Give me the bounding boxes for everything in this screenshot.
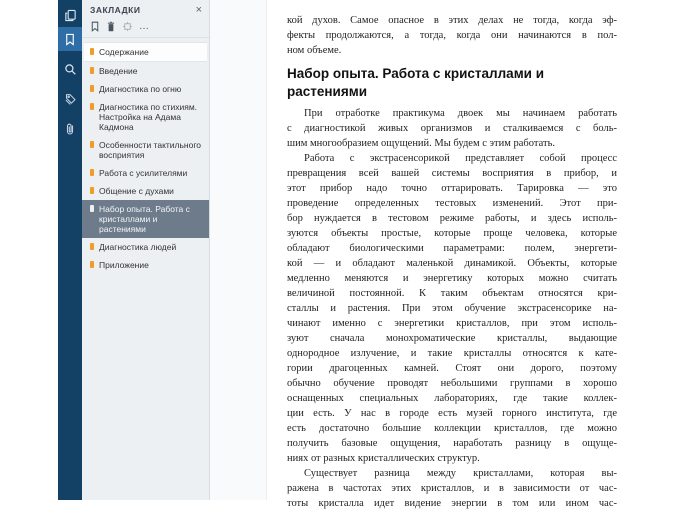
- delete-bookmark-icon[interactable]: [106, 21, 116, 32]
- bookmark-marker-icon: [90, 141, 94, 148]
- text-line: обладают биологическими параметрами: полем, энергети-: [287, 243, 617, 254]
- text-line: однородное излучение, и такие кристаллы относятся к кате-: [287, 348, 617, 359]
- text-line: При отработке практикума двоек мы начинаем работать: [304, 108, 617, 119]
- page-thumbnails-icon: [64, 9, 77, 22]
- text-line: Существует разница между кристаллами, которая вы-: [304, 468, 617, 479]
- text-line: ном объеме.: [287, 45, 342, 56]
- bookmarks-panel: [82, 0, 210, 500]
- options-icon[interactable]: [122, 21, 133, 32]
- text-line: получить базовые ощущения, наработать разницу в ощуще-: [287, 438, 617, 449]
- left-gutter: [0, 0, 58, 500]
- bookmark-marker-icon: [90, 187, 94, 194]
- text-line: сталлы и растения. При этом обучение экстрасенсорике на-: [287, 303, 617, 314]
- bookmark-marker-icon: [90, 103, 94, 110]
- text-line: фекты продолжаются, а тогда, когда они начинаются в пол-: [287, 30, 617, 41]
- bookmarks-button[interactable]: [58, 27, 82, 51]
- bookmark-marker-icon: [90, 261, 94, 268]
- text-line: кой духов. Самое опасное в этих делах не тогда, когда эф-: [287, 15, 617, 26]
- bookmarks-toolbar: [82, 17, 209, 38]
- bookmark-item[interactable]: [82, 62, 209, 80]
- bookmark-item-label: Диагностика по огню: [99, 84, 182, 94]
- section-heading: Набор опыта. Работа с кристаллами и растениями: [287, 66, 545, 99]
- bookmark-marker-icon: [90, 169, 94, 176]
- text-line: оснащенных специальных лабораториях, где такие коллек-: [287, 393, 617, 404]
- document-page: [267, 0, 700, 509]
- text-line: бор нуждается в тестовом режиме работы, и здесь исполь-: [287, 213, 617, 224]
- bookmark-item-label: Диагностика по стихиям. Настройка на Адама Кадмона: [99, 102, 198, 132]
- document-background: [210, 0, 267, 500]
- text-line: медленно меняются и энергетику которых можно считать: [287, 273, 617, 284]
- more-icon[interactable]: …: [139, 20, 150, 32]
- bookmark-marker-icon: [90, 48, 94, 55]
- bookmark-item[interactable]: [82, 98, 209, 136]
- text-line: этот прибор надо точно оттарировать. Тарировка — это: [287, 183, 617, 194]
- close-icon[interactable]: ×: [195, 4, 202, 16]
- bookmark-item-label: Содержание: [99, 47, 149, 57]
- bookmark-item[interactable]: [82, 182, 209, 200]
- bookmark-item[interactable]: [82, 238, 209, 256]
- tags-button[interactable]: [58, 87, 82, 111]
- bookmark-item[interactable]: [82, 136, 209, 164]
- text-line: Работа с экстрасенсорикой представляет собой процесс: [304, 153, 617, 164]
- text-line: ражена в частотах этих кристаллов, и в зависимости от час-: [287, 483, 617, 494]
- bookmarks-panel-header: [82, 0, 209, 17]
- page-thumbnails-button[interactable]: [58, 3, 82, 27]
- text-line: чинают именно с энергетики кристаллов, при этом исполь-: [287, 318, 617, 329]
- bookmark-item-label: Общение с духами: [99, 186, 174, 196]
- bookmark-marker-icon: [90, 205, 94, 212]
- bookmarks-icon: [64, 33, 76, 46]
- text-line: кой — и обладают маленькой динамикой. Объекты, которые: [287, 258, 617, 269]
- bookmarks-list: [82, 38, 209, 274]
- paragraph: [287, 106, 617, 151]
- bookmark-item-label: Диагностика людей: [99, 242, 177, 252]
- bookmark-marker-icon: [90, 243, 94, 250]
- bookmark-item-label: Особенности тактильного восприятия: [99, 140, 201, 160]
- bookmarks-panel-title: ЗАКЛАДКИ: [90, 5, 141, 15]
- text-line: зуют сначала монохроматические кристаллы, выдающие: [287, 333, 617, 344]
- text-line: ции есть. У нас в городе есть музей горного института, где: [287, 408, 617, 419]
- paperclip-icon: [64, 122, 76, 136]
- text-line: обычно обучение проводят небольшими группами в хорошо: [287, 378, 617, 389]
- text-line: тоты кристалла идет видение энергии в том или ином час-: [287, 498, 617, 509]
- attachments-button[interactable]: [58, 117, 82, 141]
- bookmark-item-label: Набор опыта. Работа с кристаллами и растениями: [99, 204, 190, 234]
- new-bookmark-icon[interactable]: [90, 21, 100, 32]
- text-line: проведение определенных тестовых изменений. Этот при-: [287, 198, 617, 209]
- bookmark-marker-icon: [90, 67, 94, 74]
- bookmark-item-label: Введение: [99, 66, 138, 76]
- text-line: гории драгоценных камней. Стоят они дорого, поэтому: [287, 363, 617, 374]
- document-text: [287, 13, 617, 511]
- bookmark-item-label: Приложение: [99, 260, 149, 270]
- text-line: зуются объекты простые, которые проще человека, которые: [287, 228, 617, 239]
- paragraph: [287, 466, 617, 511]
- text-line: ниях от разных кристаллических структур.: [287, 453, 480, 464]
- bookmark-item[interactable]: [82, 80, 209, 98]
- bookmark-item[interactable]: [84, 42, 207, 62]
- bookmark-item[interactable]: [82, 200, 209, 238]
- tags-icon: [64, 93, 77, 106]
- bookmark-item[interactable]: [82, 256, 209, 274]
- text-line: с диагностикой живых организмов и сталкиваемся с боль-: [287, 123, 617, 134]
- text-line: шим многообразием ощущений. Мы будем с этим работать.: [287, 138, 555, 149]
- text-line: величиной постоянной. К таким объектам относятся кри-: [287, 288, 617, 299]
- text-line: есть достаточно большие коллекции кристаллов, где можно: [287, 423, 617, 434]
- bookmark-marker-icon: [90, 85, 94, 92]
- text-line: превращения всей вашей системы восприятия в прибор, и: [287, 168, 617, 179]
- search-button[interactable]: [58, 57, 82, 81]
- paragraph: [287, 151, 617, 466]
- bookmark-item[interactable]: [82, 164, 209, 182]
- search-icon: [64, 63, 77, 76]
- bookmark-item-label: Работа с усилителями: [99, 168, 188, 178]
- paragraph: [287, 13, 617, 58]
- nav-rail: [58, 0, 82, 500]
